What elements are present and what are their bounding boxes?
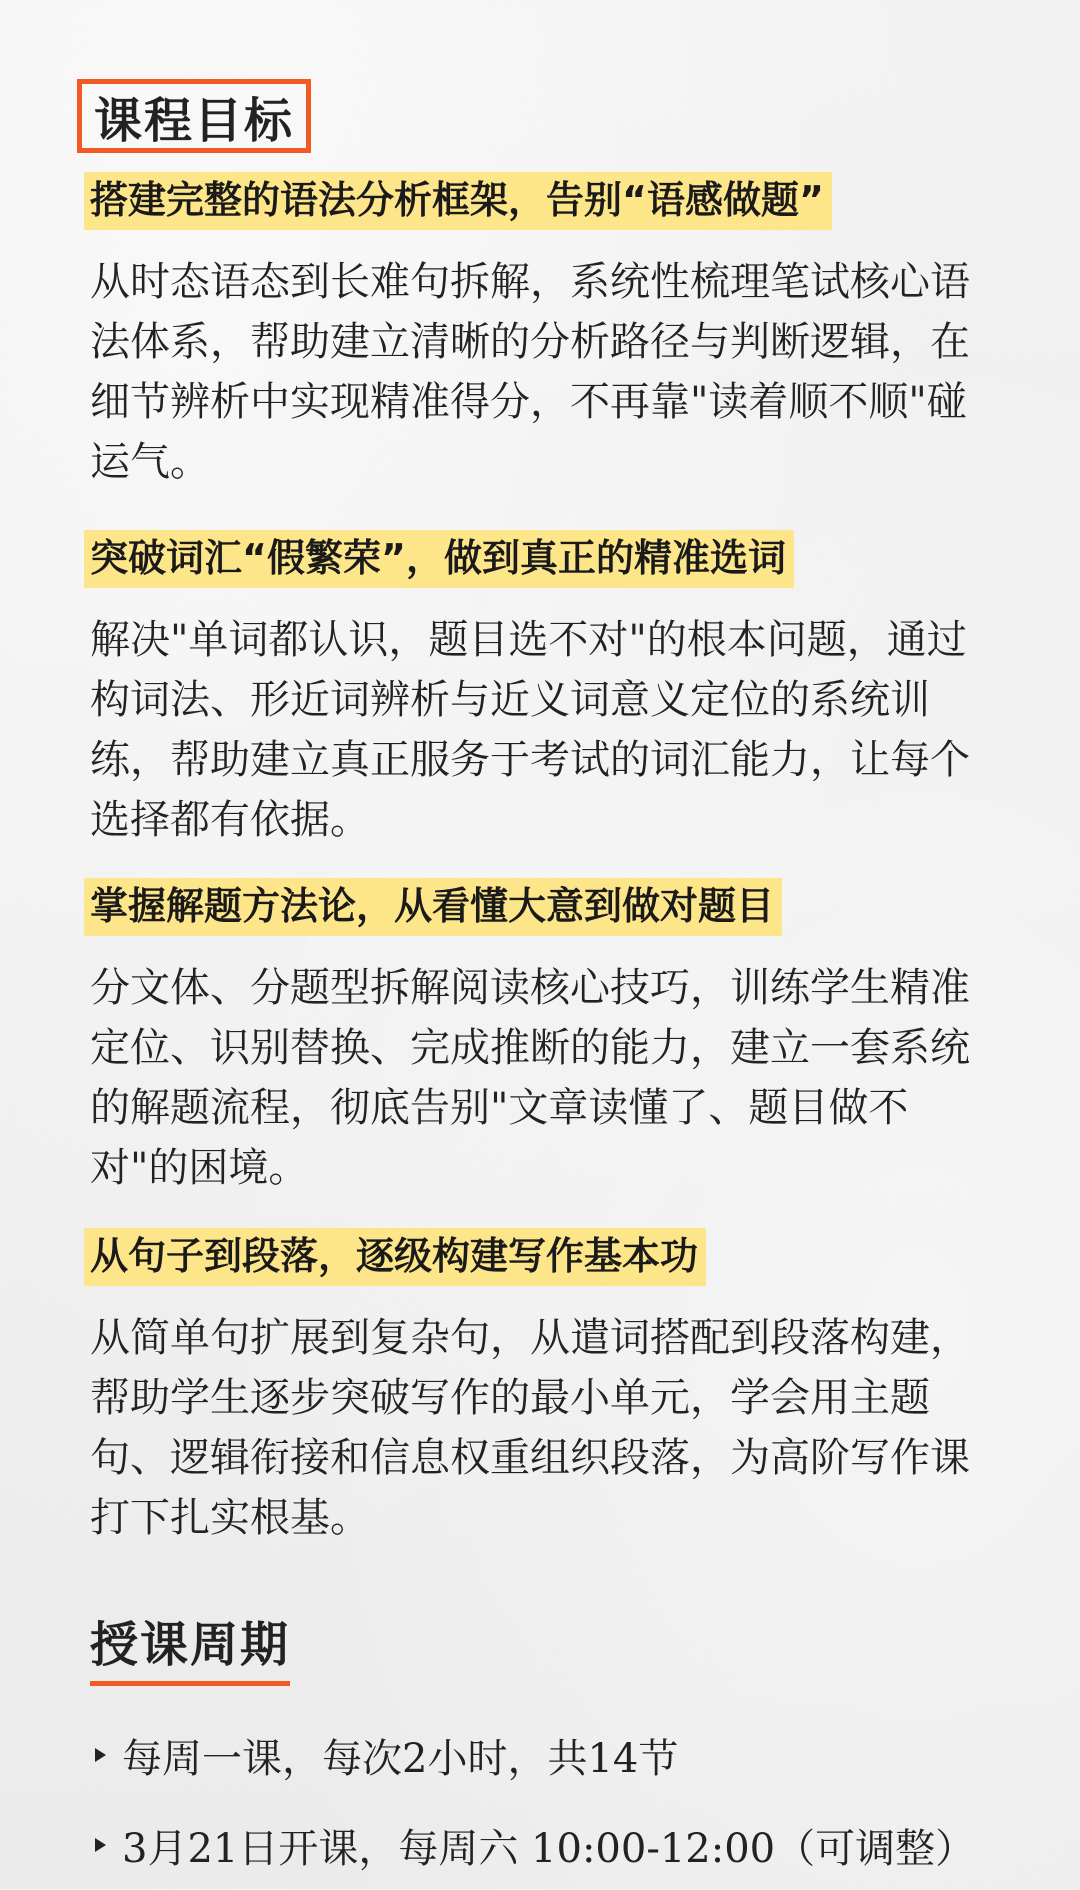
goals-title: 课程目标 — [77, 79, 311, 153]
goal-body: 分文体、分题型拆解阅读核心技巧，训练学生精准定位、识别替换、完成推断的能力，建立一套系统的解题流程，彻底告别"文章读懂了、题目做不对"的困境。 — [90, 965, 970, 1191]
schedule-list — [95, 1710, 1055, 1890]
goal-section-writing — [90, 1228, 990, 1548]
goal-body: 从简单句扩展到复杂句，从遣词搭配到段落构建，帮助学生逐步突破写作的最小单元，学会用主题句、逻辑衔接和信息权重组织段落，为高阶写作课打下扎实根基。 — [90, 1315, 970, 1541]
schedule-item-text: 每周一课，每次2小时，共14节 — [122, 1735, 679, 1782]
goal-heading: 搭建完整的语法分析框架，告别“语感做题” — [84, 172, 832, 230]
goal-body: 解决"单词都认识，题目选不对"的根本问题，通过构词法、形近词辨析与近义词意义定位的系统训练，帮助建立真正服务于考试的词汇能力，让每个选择都有依据。 — [90, 617, 970, 843]
schedule-item-text: 3月21日开课，每周六 10:00-12:00（可调整） — [122, 1825, 976, 1872]
schedule-item — [95, 1710, 1055, 1800]
goal-heading: 掌握解题方法论，从看懂大意到做对题目 — [84, 878, 782, 936]
schedule-title: 授课周期 — [90, 1615, 290, 1686]
goal-heading: 突破词汇“假繁荣”，做到真正的精准选词 — [84, 530, 794, 588]
goal-section-grammar — [90, 172, 990, 492]
goal-section-vocabulary — [90, 530, 990, 850]
triangle-bullet-icon — [95, 1838, 106, 1852]
goal-heading: 从句子到段落，逐级构建写作基本功 — [84, 1228, 706, 1286]
goal-body: 从时态语态到长难句拆解，系统性梳理笔试核心语法体系，帮助建立清晰的分析路径与判断逻辑，在细节辨析中实现精准得分，不再靠"读着顺不顺"碰运气。 — [90, 259, 970, 485]
schedule-item — [95, 1800, 1055, 1890]
triangle-bullet-icon — [95, 1748, 106, 1762]
goal-section-reading — [90, 878, 990, 1198]
